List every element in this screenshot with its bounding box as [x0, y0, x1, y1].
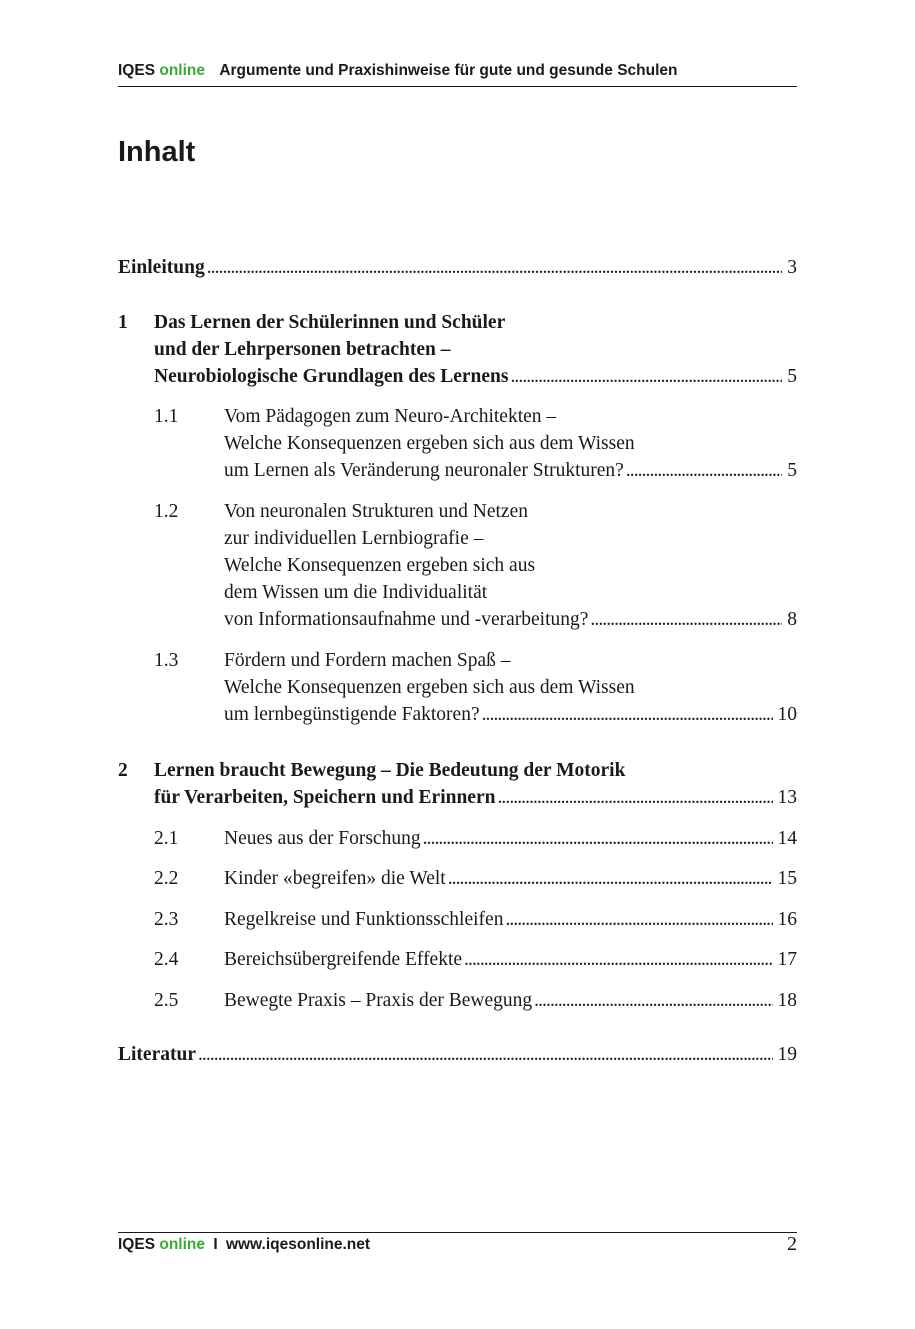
toc-literatur-label: Literatur: [118, 1044, 196, 1065]
toc-section-1-1-page: 5: [787, 460, 797, 481]
toc-section-1-3-page: 10: [777, 704, 797, 725]
toc-chapter-2-page: 13: [777, 787, 797, 808]
toc-section-2-1-number: 2.1: [154, 828, 179, 849]
toc-section-2-2-label: Kinder «begreifen» die Welt: [224, 868, 446, 889]
toc-leader-dots: [482, 701, 773, 728]
toc-einleitung-label: Einleitung: [118, 257, 205, 278]
toc-entry-section-2-2[interactable]: [154, 865, 797, 892]
toc-entry-section-1-2[interactable]: [154, 498, 797, 633]
toc-section-2-5-page: 18: [777, 990, 797, 1011]
toc-section-1-1-number: 1.1: [154, 406, 179, 427]
running-footer: [118, 1233, 797, 1260]
toc-section-1-3-line: Fördern und Fordern machen Spaß –: [224, 650, 511, 671]
header-brand-iqes: IQES: [118, 62, 156, 79]
toc-section-1-2-line: dem Wissen um die Individualität: [224, 582, 488, 603]
toc-literatur-page: 19: [777, 1044, 797, 1065]
header-brand-online: online: [159, 62, 205, 79]
toc-entry-section-1-1[interactable]: [154, 403, 797, 484]
toc-section-2-2-page: 15: [777, 868, 797, 889]
toc-entry-section-1-3[interactable]: [154, 647, 797, 728]
toc-chapter-1-last-line: Neurobiologische Grundlagen des Lernens: [154, 366, 509, 387]
toc-entry-chapter-2[interactable]: [118, 757, 797, 811]
toc-leader-dots: [510, 363, 782, 390]
footer-url[interactable]: www.iqesonline.net: [225, 1236, 371, 1253]
toc-section-1-2-line: Von neuronalen Strukturen und Netzen: [224, 501, 528, 522]
toc-section-2-5-label: Bewegte Praxis – Praxis der Bewegung: [224, 990, 533, 1011]
toc-chapter-1-page: 5: [787, 366, 797, 387]
toc-section-2-4-page: 17: [777, 949, 797, 970]
toc-section-1-3-last-line: um lernbegünstigende Faktoren?: [224, 704, 480, 725]
toc-section-1-2-line: Welche Konsequenzen ergeben sich aus: [224, 555, 536, 576]
toc-entry-einleitung[interactable]: [118, 254, 797, 281]
toc-leader-dots: [423, 825, 773, 852]
toc-section-1-1-last-line: um Lernen als Veränderung neuronaler Strukturen?: [224, 460, 624, 481]
toc-leader-dots: [198, 1041, 773, 1068]
toc-section-2-2-number: 2.2: [154, 868, 179, 889]
toc-section-2-1-label: Neues aus der Forschung: [224, 828, 421, 849]
toc-entry-section-2-4[interactable]: [154, 946, 797, 973]
toc-entry-section-2-3[interactable]: [154, 906, 797, 933]
toc-einleitung-page: 3: [787, 257, 797, 278]
toc-section-2-3-number: 2.3: [154, 909, 179, 930]
toc-leader-dots: [534, 987, 772, 1014]
toc-section-2-4-number: 2.4: [154, 949, 179, 970]
toc-section-1-2-last-line: von Informationsaufnahme und -verarbeitung?: [224, 609, 589, 630]
toc-section-1-2-page: 8: [787, 609, 797, 630]
toc-section-1-2-line: zur individuellen Lernbiografie –: [224, 528, 484, 549]
toc-leader-dots: [497, 784, 772, 811]
toc-chapter-1-number: 1: [118, 312, 128, 333]
toc-leader-dots: [464, 946, 772, 973]
toc-entry-section-2-5[interactable]: [154, 987, 797, 1014]
page-title: Inhalt: [118, 136, 196, 168]
toc-section-1-2-number: 1.2: [154, 501, 179, 522]
header-subtitle: Argumente und Praxishinweise für gute und gesunde Schulen: [219, 62, 678, 79]
toc-leader-dots: [448, 865, 773, 892]
toc-chapter-1-line: Das Lernen der Schülerinnen und Schüler: [154, 312, 506, 333]
toc-leader-dots: [590, 606, 782, 633]
toc-entry-chapter-1[interactable]: [118, 309, 797, 390]
toc-section-2-5-number: 2.5: [154, 990, 179, 1011]
toc-section-1-3-number: 1.3: [154, 650, 179, 671]
toc-entry-section-2-1[interactable]: [154, 825, 797, 852]
toc-section-2-3-page: 16: [777, 909, 797, 930]
footer-rule: [118, 1232, 797, 1233]
running-header: [118, 62, 797, 87]
footer-separator: I: [213, 1236, 218, 1253]
toc-section-2-4-label: Bereichsübergreifende Effekte: [224, 949, 463, 970]
footer-brand-online: online: [159, 1236, 205, 1253]
toc-chapter-2-last-line: für Verarbeiten, Speichern und Erinnern: [154, 787, 496, 808]
footer-brand-iqes: IQES: [118, 1236, 156, 1253]
toc-chapter-2-number: 2: [118, 760, 128, 781]
toc-chapter-1-line: und der Lehrpersonen betrachten –: [154, 339, 451, 360]
toc-section-1-1-line: Vom Pädagogen zum Neuro-Architekten –: [224, 406, 557, 427]
toc-section-1-3-line: Welche Konsequenzen ergeben sich aus dem Wissen: [224, 677, 635, 698]
toc-chapter-2-line: Lernen braucht Bewegung – Die Bedeutung der Motorik: [154, 760, 626, 781]
toc-section-1-1-line: Welche Konsequenzen ergeben sich aus dem Wissen: [224, 433, 635, 454]
page-number: 2: [787, 1233, 797, 1255]
toc-section-2-1-page: 14: [777, 828, 797, 849]
toc-entry-literatur[interactable]: [118, 1041, 797, 1068]
toc-leader-dots: [505, 906, 772, 933]
toc-leader-dots: [207, 254, 783, 281]
toc-section-2-3-label: Regelkreise und Funktionsschleifen: [224, 909, 504, 930]
toc-leader-dots: [626, 457, 782, 484]
